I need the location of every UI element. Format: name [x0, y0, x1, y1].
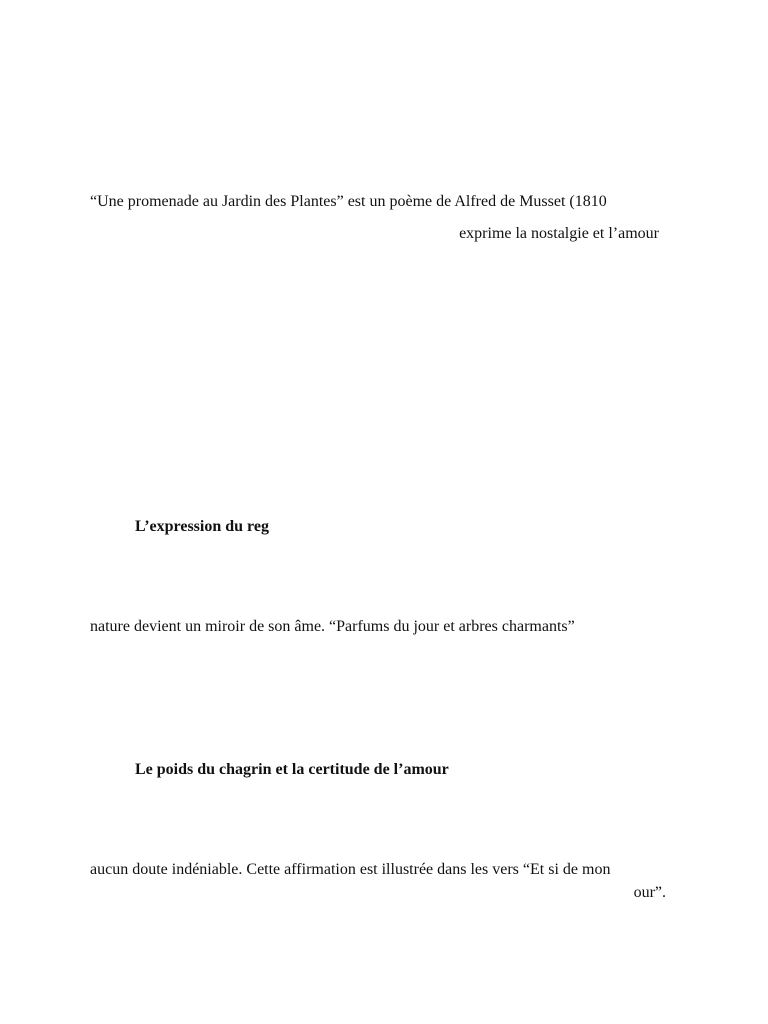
section-heading-1: L’expression du reg — [135, 518, 269, 535]
section2-paragraph-line-1: aucun doute indéniable. Cette affirmation est illustrée dans les vers “Et si de mon — [90, 861, 611, 878]
intro-line-1: “Une promenade au Jardin des Plantes” est un poème de Alfred de Musset (1810 — [90, 193, 607, 210]
section2-paragraph-line-2: our”. — [633, 884, 666, 901]
section-heading-2: Le poids du chagrin et la certitude de l’amour — [135, 761, 449, 778]
section1-paragraph: nature devient un miroir de son âme. “Parfums du jour et arbres charmants” — [90, 618, 575, 635]
intro-line-2: exprime la nostalgie et l’amour — [459, 225, 659, 242]
